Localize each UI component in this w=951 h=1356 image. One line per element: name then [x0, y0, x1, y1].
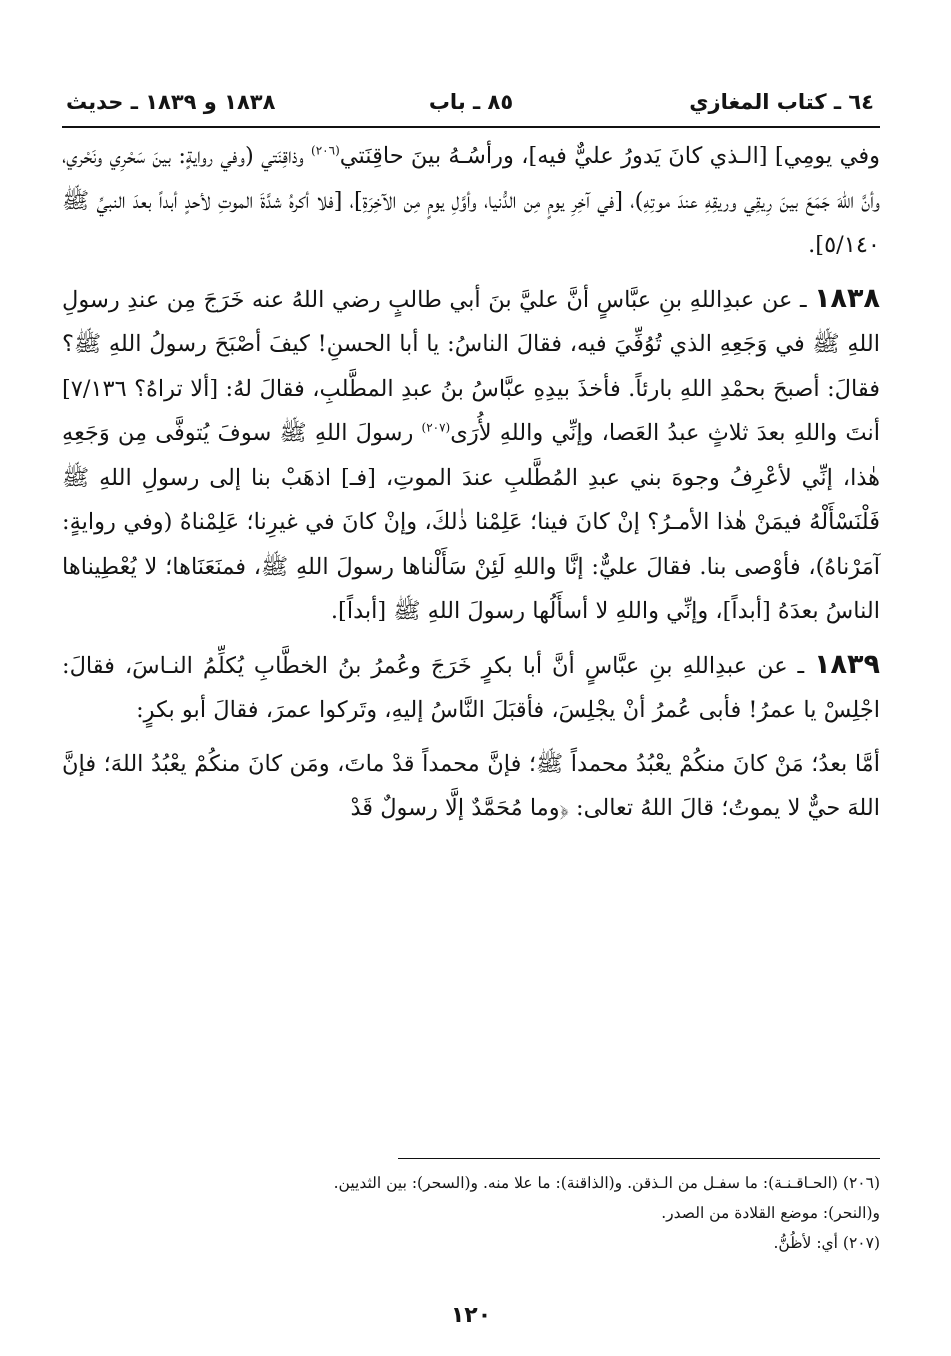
header-chapter: ٨٥ ـ باب	[428, 90, 514, 114]
hadith-1838-text-1: ـ عن عبدِاللهِ بنِ عبَّاسٍ أنَّ عليَّ بنَ أبي طالبٍ رضي اللهُ عنه خَرَجَ مِن عندِ رسولِ اللهِ ﷺ في وَجَعِهِ الذي تُوُفِّيَ فيه، فقالَ الناسُ: يا أبا الحسنِ! كيفَ أصْبَحَ رسولُ اللهِ ﷺ؟ فقالَ: أصبحَ بحمْدِ اللهِ بارئاً. فأخذَ بيدِهِ عبَّاسُ بنُ عبدِ المطَّلبِ، فقالَ لهُ: [ألا تراهُ؟ ٧/١٣٦] أنتَ واللهِ بعدَ ثلاثٍ عبدُ العَصا، وإنِّي واللهِ لأُرَى	[62, 286, 880, 446]
hadith-1839	[62, 643, 880, 733]
footnote-ref-207: (٢٠٧)	[421, 420, 451, 435]
hadith-number-1838: ١٨٣٨	[814, 282, 880, 314]
footnotes	[62, 1168, 880, 1258]
continuation-paragraph	[62, 134, 880, 268]
header-hadith-range: ١٨٣٨ و ١٨٣٩ ـ حديث	[66, 90, 276, 114]
hadith-1839-text: ـ عن عبدِاللهِ بنِ عبَّاسٍ أنَّ أبا بكرٍ خَرَجَ وعُمرُ بنُ الخطَّابِ يُكلِّمُ النـاسَ، فقالَ: اجْلِسْ يا عمرُ! فأبى عُمرُ أنْ يجْلِسَ، فأقبَلَ النَّاسُ إليهِ، وتَركوا عمرَ، فقالَ أبو بكرٍ:	[62, 652, 880, 723]
footnote-206: (٢٠٦) (الحـاقـنـة): ما سفـل من الـذقن. و(الذاقنة): ما علا منه. و(السحر): بين الثديين.	[333, 1174, 880, 1192]
main-text	[62, 134, 880, 831]
footnote-ref-206: (٢٠٦)	[311, 143, 340, 158]
continuation-text-1: وفي يومِي] [الـذي كانَ يَدورُ عليٌّ فيه]، ورأسُـهُ بينَ حاقِنَتي	[339, 143, 880, 169]
hadith-1838	[62, 277, 880, 634]
book-page	[62, 78, 880, 1348]
hadith-1838-text-2: رسولَ اللهِ ﷺ سوفَ يُتوفَّى مِن وَجَعِهِ هٰذا، إنِّي لأعْرِفُ وجوهَ بني عبدِ المُطَّلبِ عندَ الموتِ، [فـ] اذهَبْ بنا إلى رسولِ اللهِ ﷺ فَلْنَسْأَلْهُ فيمَنْ هٰذا الأمـرُ؟ إنْ كانَ فينا؛ عَلِمْنا ذٰلكَ، وإنْ كانَ في غيرِنا؛ عَلِمْناهُ (وفي روايةٍ: آمَرْناهُ)، فأوْصى بنا. فقالَ عليٌّ: إنَّا واللهِ لَئِنْ سَأَلْناها رسولَ اللهِ ﷺ، فمنَعَنَاها؛ لا يُعْطِيناها الناسُ بعدَهُ [أبداً]، وإنِّي واللهِ لا أسأَلُها رسولَ اللهِ ﷺ [أبداً].	[62, 420, 880, 624]
abu-bakr-quote: أمَّا بعدُ؛ مَنْ كانَ منكُمْ يعْبُدُ محمداً ﷺ؛ فإنَّ محمداً قدْ ماتَ، ومَن كانَ منكُمْ يعْبُدُ اللهَ؛ فإنَّ اللهَ حيٌّ لا يموتُ؛ قالَ اللهُ تعالى: ﴿وما مُحَمَّدٌ إلَّا رسولٌ قَدْ	[62, 750, 880, 821]
footnote-206-cont: و(النحر): موضع القلادة من الصدر.	[661, 1204, 880, 1222]
footnote-divider	[398, 1158, 880, 1159]
page-number: ١٢٠	[450, 1303, 492, 1328]
footnote-207: (٢٠٧) أي: لأظُنُّ.	[773, 1234, 880, 1252]
header-book-title: ٦٤ ـ كتاب المغازي	[689, 90, 874, 114]
continuation-text-2: وذاقِنَتي (وفي روايةٍ: بينَ سَحْرِي ونَحْري، وأنَّ اللهَ جَمَعَ بينَ رِيقِي وريقِهِ عندَ موتِهِ)، [في آخِرِ يومٍ مِن الدُّنيا، وأوَّلِ يومٍ مِن الآخِرَةِ]، [فلا أكرهُ شدَّةَ الموتِ لأحدٍ أبداً بعدَ النبيِّ ﷺ ٥/١٤٠].	[62, 143, 880, 258]
running-header	[62, 78, 880, 128]
hadith-number-1839: ١٨٣٩	[814, 648, 880, 680]
